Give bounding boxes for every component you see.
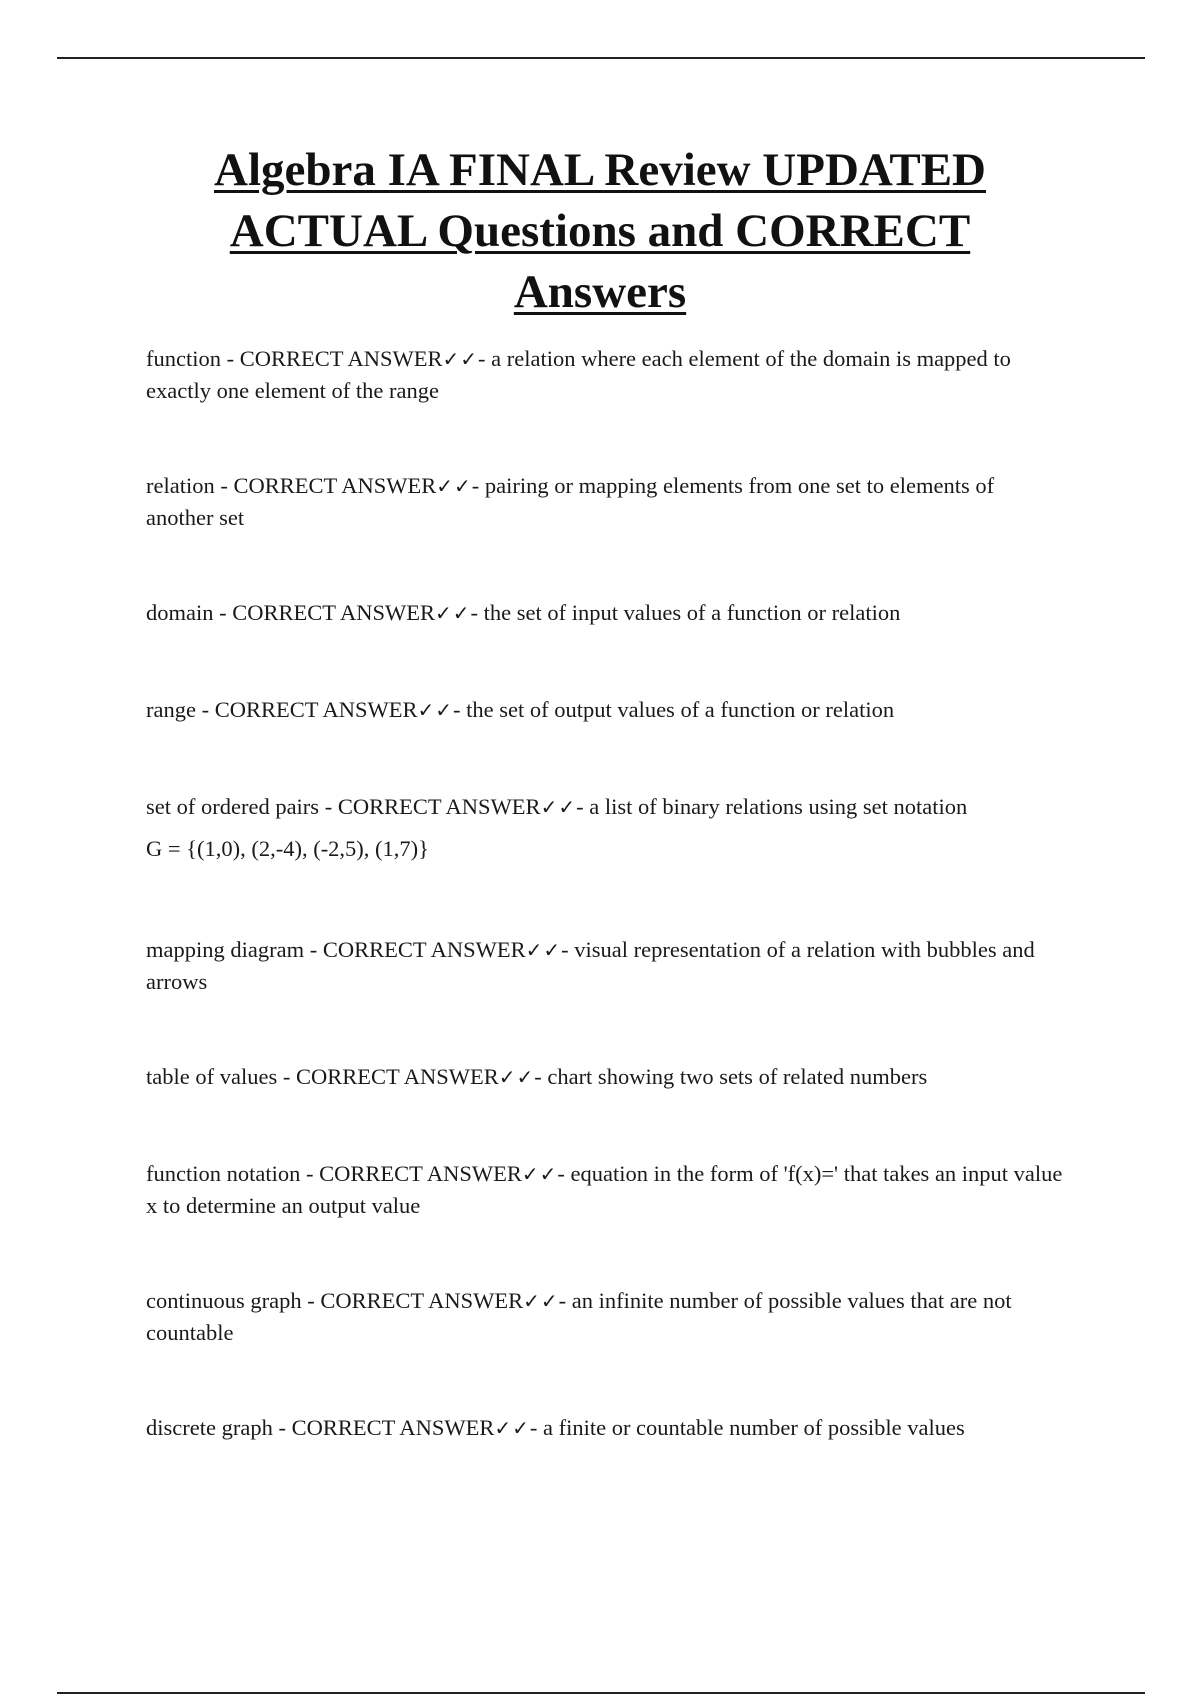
document-title: [120, 140, 1080, 323]
entry-definition: visual representation of a relation with bubbles and arrows: [146, 937, 1035, 994]
entry-function-notation: [146, 1158, 1066, 1222]
entry-discrete-graph: [146, 1412, 1066, 1444]
entry-term: domain: [146, 600, 214, 625]
entry-def-prefix: -: [534, 1064, 548, 1089]
entry-relation: [146, 470, 1066, 534]
entry-term: table of values: [146, 1064, 278, 1089]
entry-def-prefix: -: [557, 1161, 571, 1186]
entry-separator: -: [195, 697, 215, 722]
check-icon: ✓✓: [442, 347, 478, 371]
entry-separator: -: [304, 937, 323, 962]
title-line-3: Answers: [513, 266, 687, 318]
entry-def-prefix: -: [529, 1415, 543, 1440]
entry-term: discrete graph: [146, 1415, 273, 1440]
entry-answer-label: CORRECT ANSWER: [291, 1415, 495, 1440]
entry-def-prefix: -: [470, 600, 484, 625]
check-icon: ✓✓: [498, 1065, 535, 1089]
entry-answer-label: CORRECT ANSWER: [320, 1288, 524, 1313]
entry-answer-label: CORRECT ANSWER: [239, 346, 443, 371]
entry-def-prefix: -: [561, 937, 575, 962]
entry-table-of-values: [146, 1061, 1066, 1093]
entry-term: mapping diagram: [146, 937, 305, 962]
entry-domain: [146, 597, 1066, 629]
entry-def-prefix: -: [478, 346, 492, 371]
entry-set-of-ordered-pairs: [146, 791, 1066, 865]
bottom-rule: [57, 1692, 1145, 1694]
entry-definition: chart showing two sets of related numbers: [547, 1064, 928, 1089]
check-icon: ✓✓: [540, 795, 577, 819]
entry-definition: a list of binary relations using set notation: [589, 794, 968, 819]
entry-answer-label: CORRECT ANSWER: [232, 600, 435, 625]
entry-definition: the set of output values of a function or relation: [466, 697, 895, 722]
check-icon: ✓✓: [417, 698, 453, 722]
check-icon: ✓✓: [435, 601, 471, 625]
entry-answer-label: CORRECT ANSWER: [337, 794, 541, 819]
check-icon: ✓✓: [521, 1162, 558, 1186]
entry-answer-label: CORRECT ANSWER: [295, 1064, 499, 1089]
entry-separator: -: [319, 794, 338, 819]
entry-def-prefix: -: [558, 1288, 572, 1313]
entry-definition: the set of input values of a function or relation: [483, 600, 901, 625]
entry-term: continuous graph: [146, 1288, 302, 1313]
entry-answer-label: CORRECT ANSWER: [322, 937, 526, 962]
entry-definition: equation in the form of 'f(x)=' that takes an input value x to determine an output value: [146, 1161, 1063, 1218]
entry-separator: -: [214, 473, 234, 498]
entry-definition: a relation where each element of the domain is mapped to exactly one element of the range: [146, 346, 1011, 403]
entry-term: range: [146, 697, 196, 722]
entry-definition: an infinite number of possible values that are not countable: [146, 1288, 1012, 1345]
entry-def-prefix: -: [452, 697, 467, 722]
entry-separator: -: [300, 1161, 320, 1186]
entry-definition: pairing or mapping elements from one set to elements of another set: [146, 473, 995, 530]
check-icon: ✓✓: [525, 938, 562, 962]
entry-separator: -: [277, 1064, 296, 1089]
entry-separator: -: [272, 1415, 292, 1440]
title-line-1: Algebra IA FINAL Review UPDATED: [214, 144, 986, 196]
entry-def-prefix: -: [576, 794, 590, 819]
check-icon: ✓✓: [436, 474, 472, 498]
entry-answer-label: CORRECT ANSWER: [319, 1161, 522, 1186]
entry-separator: -: [220, 346, 240, 371]
check-icon: ✓✓: [494, 1416, 530, 1440]
check-icon: ✓✓: [523, 1289, 559, 1313]
entry-term: set of ordered pairs: [146, 794, 320, 819]
entry-range: [146, 694, 1066, 726]
entry-definition: a finite or countable number of possible values: [542, 1415, 965, 1440]
entry-separator: -: [301, 1288, 321, 1313]
entry-def-prefix: -: [471, 473, 485, 498]
title-line-2: ACTUAL Questions and CORRECT: [229, 205, 971, 257]
entry-function: [146, 343, 1066, 407]
top-rule: [57, 57, 1145, 59]
entry-mapping-diagram: [146, 934, 1066, 998]
entry-example: G = {(1,0), (2,-4), (-2,5), (1,7)}: [146, 836, 429, 861]
entry-separator: -: [213, 600, 233, 625]
entry-term: function: [146, 346, 221, 371]
entry-term: relation: [146, 473, 215, 498]
entry-answer-label: CORRECT ANSWER: [233, 473, 437, 498]
entry-answer-label: CORRECT ANSWER: [214, 697, 418, 722]
entry-term: function notation: [146, 1161, 301, 1186]
entry-continuous-graph: [146, 1285, 1066, 1349]
